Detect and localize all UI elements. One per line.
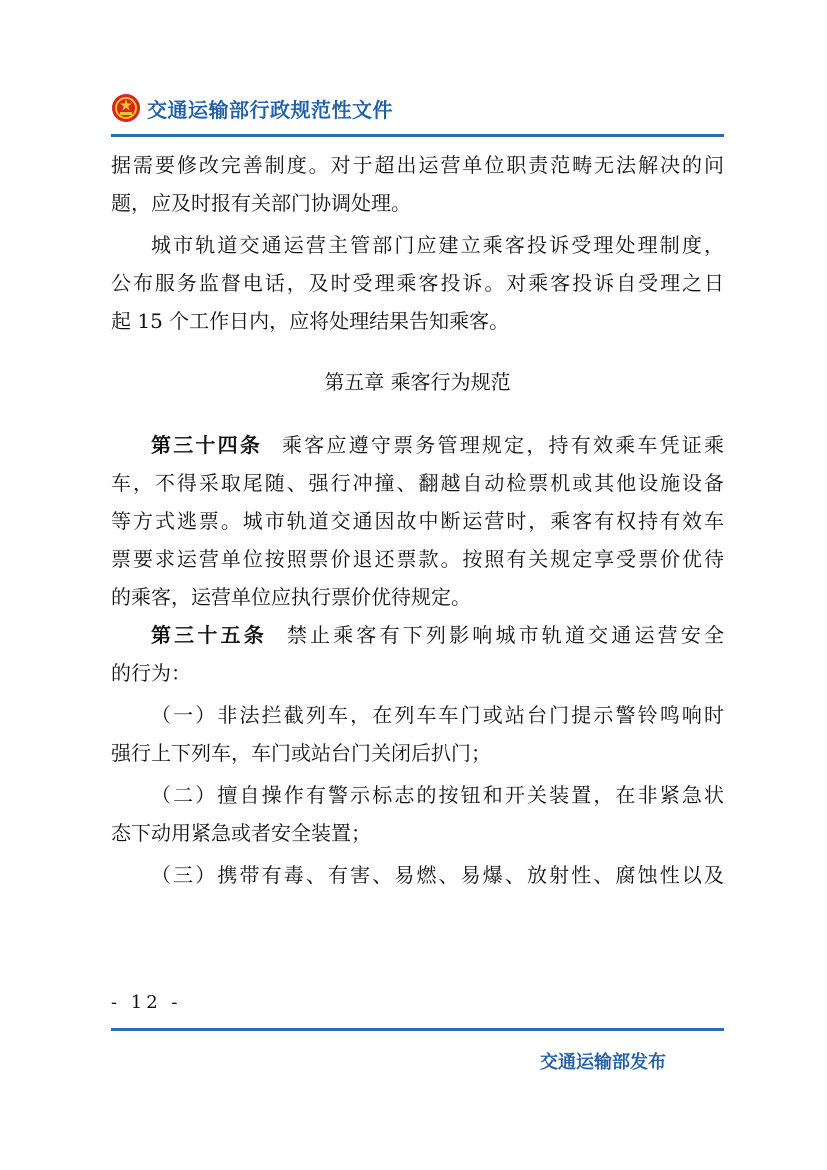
header-title: 交通运输部行政规范性文件 [147, 97, 393, 122]
text-line: 票要求运营单位按照票价退还票款。按照有关规定享受票价优待 [111, 547, 724, 571]
text-line [111, 426, 724, 464]
page-number: - 12 - [111, 992, 182, 1013]
text-line: 起 15 个工作日内，应将处理结果告知乘客。 [111, 309, 510, 333]
document-header [111, 88, 393, 128]
national-emblem-icon [111, 93, 141, 123]
header-divider [111, 134, 724, 137]
text-line: 态下动用紧急或者安全装置； [111, 821, 371, 845]
article-heading: 第三十五条 [151, 623, 267, 647]
text-line: （二）擅自操作有警示标志的按钮和开关装置，在非紧急状 [151, 783, 724, 807]
text-line: 题，应及时报有关部门协调处理。 [111, 191, 411, 215]
document-body [111, 146, 724, 894]
text-line: 据需要修改完善制度。对于超出运营单位职责范畴无法解决的问 [111, 153, 724, 177]
text-line: 车，不得采取尾随、强行冲撞、翻越自动检票机或其他设施设备 [111, 471, 724, 495]
chapter-title: 第五章 乘客行为规范 [324, 370, 511, 394]
text-line: 的乘客，运营单位应执行票价优待规定。 [111, 585, 471, 609]
footer-divider [111, 1028, 724, 1031]
text-line: 强行上下列车，车门或站台门关闭后扒门； [111, 741, 491, 765]
text-line: 等方式逃票。城市轨道交通因故中断运营时，乘客有权持有效车 [111, 509, 724, 533]
text-line: 城市轨道交通运营主管部门应建立乘客投诉受理处理制度， [151, 233, 724, 257]
text-line [111, 616, 724, 654]
text-line: 公布服务监督电话，及时受理乘客投诉。对乘客投诉自受理之日 [111, 271, 724, 295]
article-34 [111, 426, 724, 616]
paragraph [111, 146, 724, 222]
article-35 [111, 616, 724, 692]
list-item [111, 776, 724, 852]
list-item [111, 696, 724, 772]
text-line: （一）非法拦截列车，在列车车门或站台门提示警铃鸣响时 [151, 703, 724, 727]
text-line: （三）携带有毒、有害、易燃、易爆、放射性、腐蚀性以及 [151, 863, 724, 887]
list-item [111, 856, 724, 894]
paragraph [111, 226, 724, 340]
article-text: 乘客应遵守票务管理规定，持有效乘车凭证乘 [282, 433, 724, 457]
article-text: 禁止乘客有下列影响城市轨道交通运营安全 [286, 623, 724, 647]
article-heading: 第三十四条 [151, 433, 263, 457]
publisher-label: 交通运输部发布 [540, 1052, 666, 1073]
text-line: 的行为： [111, 661, 191, 685]
